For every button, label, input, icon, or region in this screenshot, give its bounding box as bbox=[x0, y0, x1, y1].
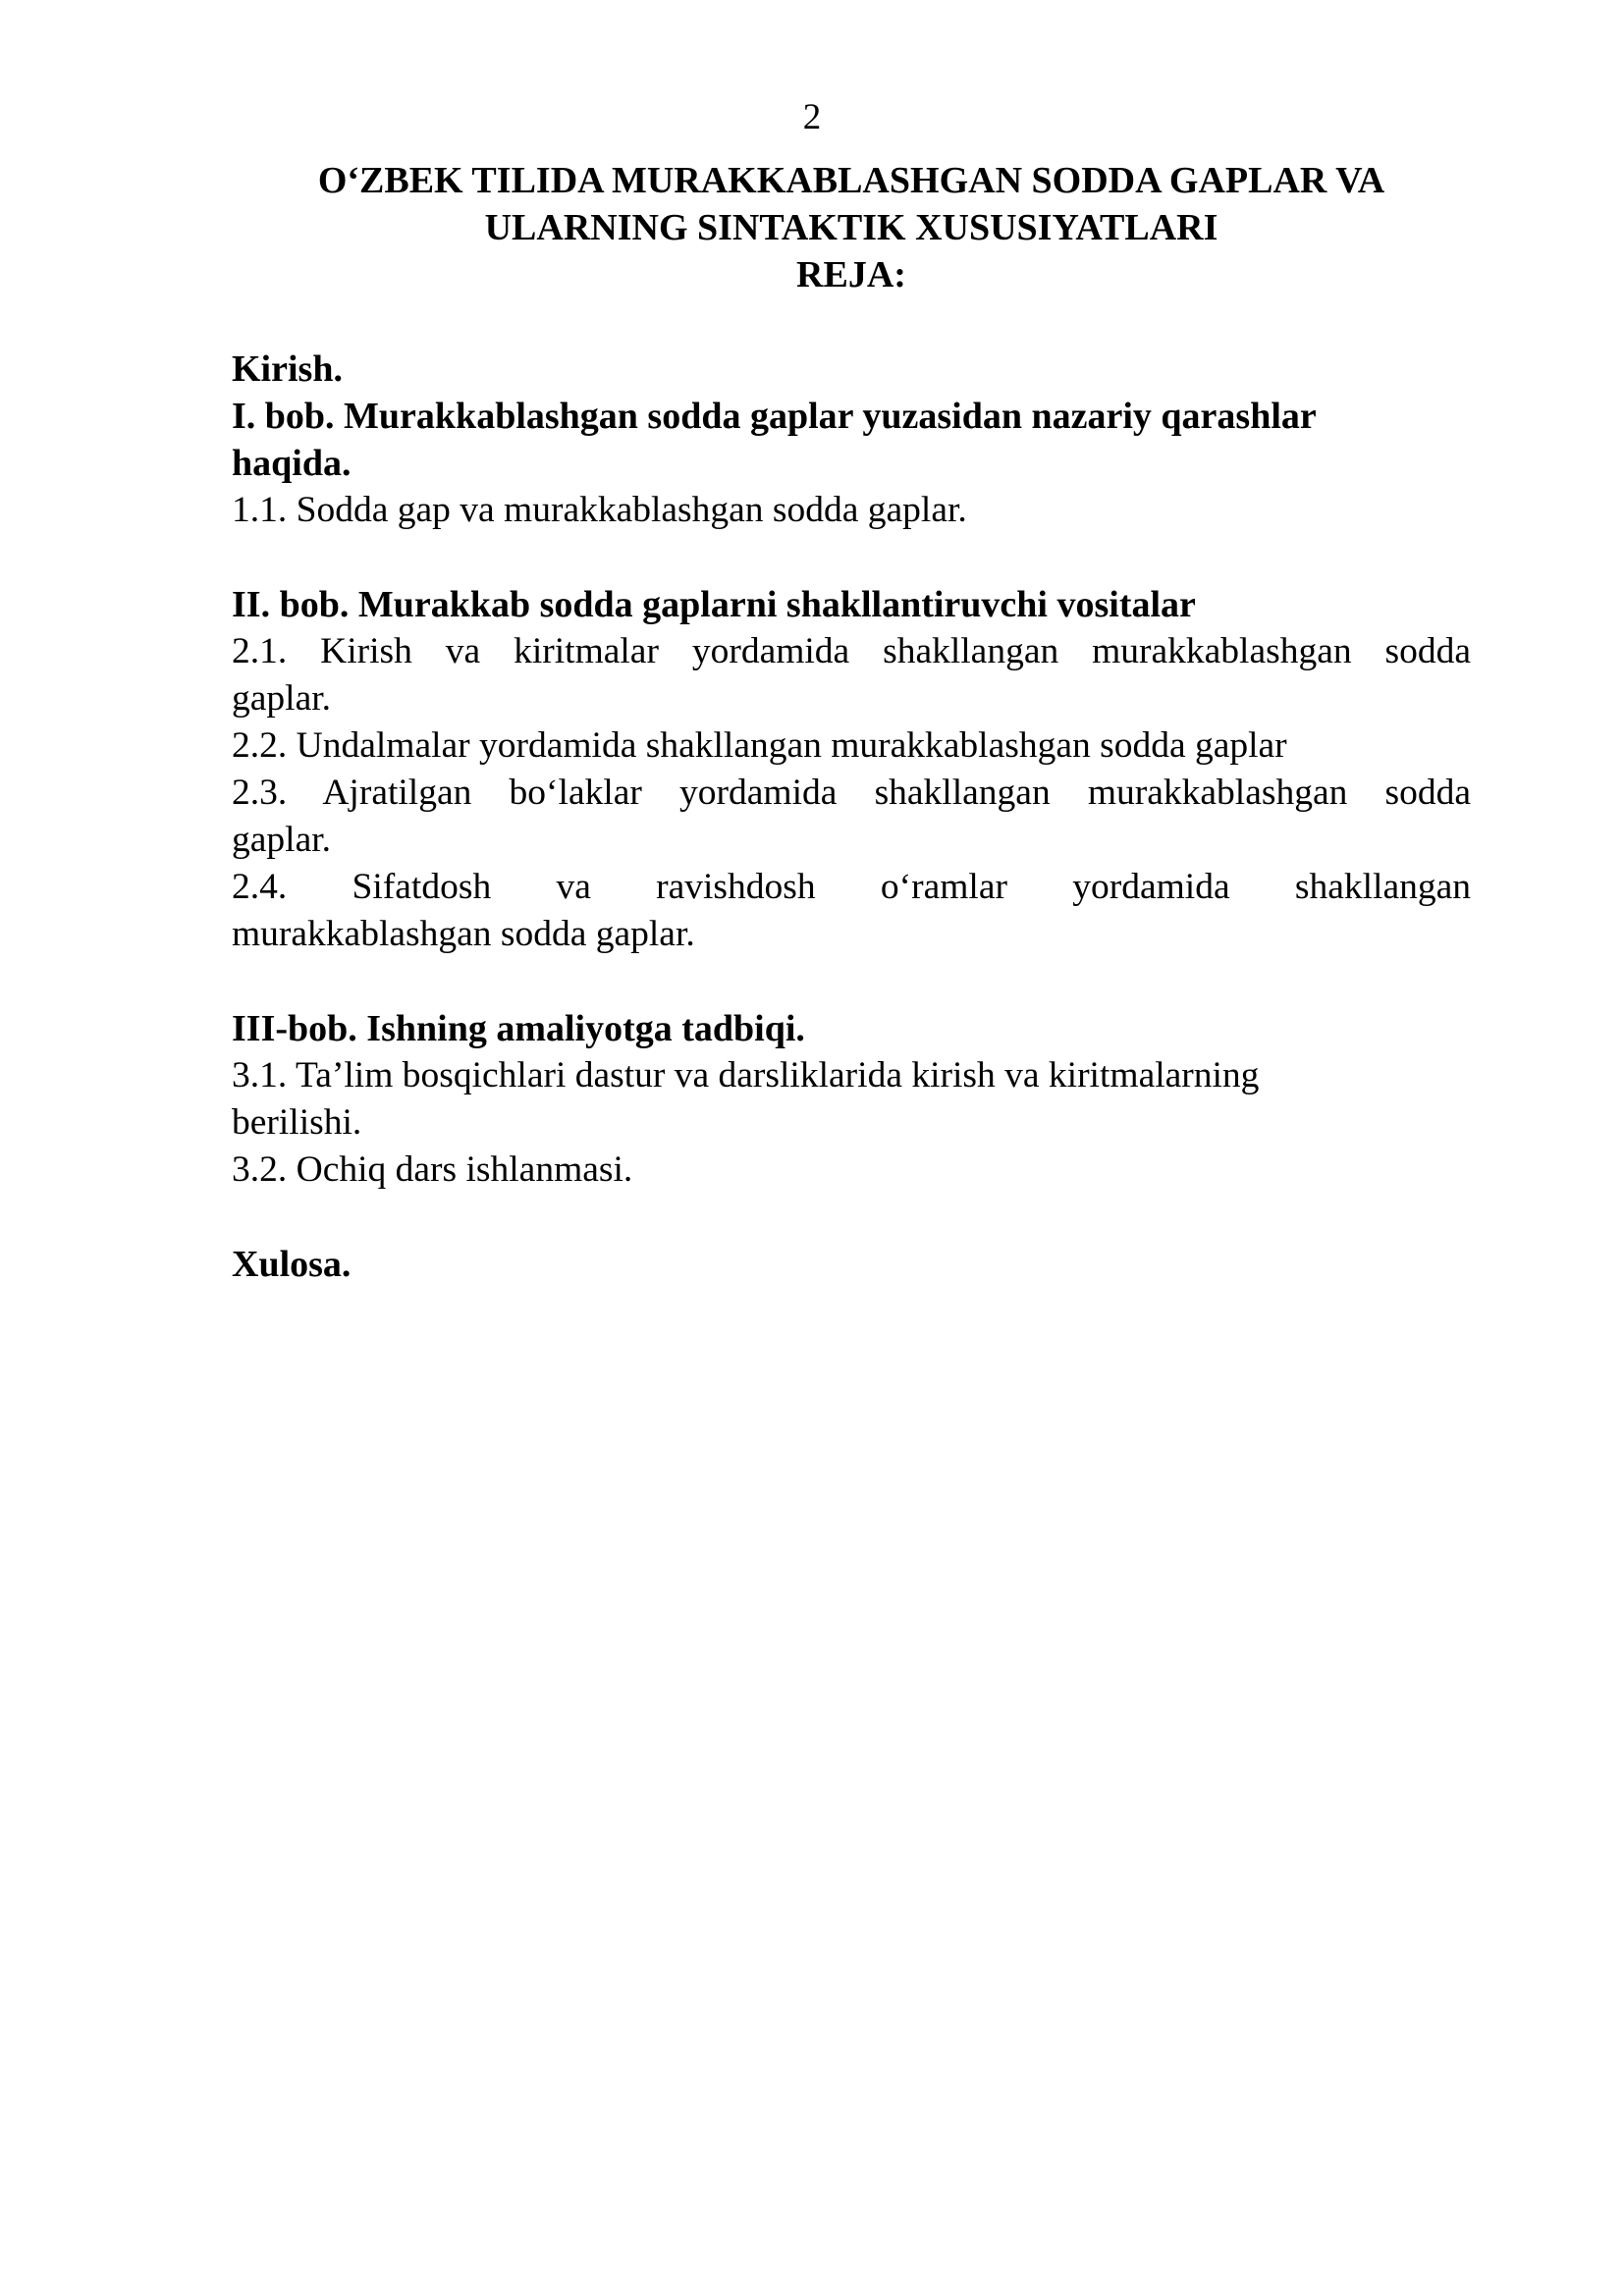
chapter-1-heading-line-2: haqida. bbox=[232, 443, 352, 484]
title-line-1: O‘ZBEK TILIDA MURAKKABLASHGAN SODDA GAPLAR VA bbox=[317, 160, 1385, 201]
title-line-2: ULARNING SINTAKTIK XUSUSIYATLARI bbox=[484, 207, 1218, 248]
blank-line bbox=[232, 1194, 1471, 1241]
toc-item-1-1: 1.1. Sodda gap va murakkablashgan sodda gaplar. bbox=[232, 490, 967, 530]
toc-item-2-4-line-2: murakkablashgan sodda gaplar. bbox=[232, 914, 695, 954]
page-number: 2 bbox=[802, 97, 822, 137]
conclusion-heading: Xulosa. bbox=[232, 1244, 352, 1285]
toc-item-2-3-line-1: 2.3. Ajratilgan bo‘laklar yordamida shakllangan murakkablashgan sodda bbox=[232, 773, 1471, 813]
toc-item-2-1-line-2: gaplar. bbox=[232, 678, 332, 719]
toc-item-2-1-line-1: 2.1. Kirish va kiritmalar yordamida shakllangan murakkablashgan sodda bbox=[232, 631, 1471, 671]
plan-heading: REJA: bbox=[796, 254, 906, 295]
blank-line bbox=[232, 534, 1471, 581]
chapter-2-heading: II. bob. Murakkab sodda gaplarni shakllantiruvchi vositalar bbox=[232, 584, 1196, 625]
toc-item-2-4-line-1: 2.4. Sifatdosh va ravishdosh o‘ramlar yordamida shakllangan bbox=[232, 867, 1471, 907]
document-title bbox=[232, 157, 1471, 298]
chapter-3-heading: III-bob. Ishning amaliyotga tadbiqi. bbox=[232, 1008, 805, 1049]
toc-item-3-1-line-2: berilishi. bbox=[232, 1102, 362, 1143]
toc-item-2-2: 2.2. Undalmalar yordamida shakllangan murakkablashgan sodda gaplar bbox=[232, 725, 1287, 766]
intro-heading: Kirish. bbox=[232, 348, 343, 390]
chapter-1-heading-line-1: I. bob. Murakkablashgan sodda gaplar yuzasidan nazariy qarashlar bbox=[232, 396, 1317, 437]
toc-item-3-1-line-1: 3.1. Ta’lim bosqichlari dastur va darsliklarida kirish va kiritmalarning bbox=[232, 1055, 1260, 1095]
table-of-contents bbox=[232, 346, 1471, 1288]
blank-line bbox=[232, 958, 1471, 1005]
toc-item-3-2: 3.2. Ochiq dars ishlanmasi. bbox=[232, 1149, 633, 1190]
toc-item-2-3-line-2: gaplar. bbox=[232, 820, 332, 860]
